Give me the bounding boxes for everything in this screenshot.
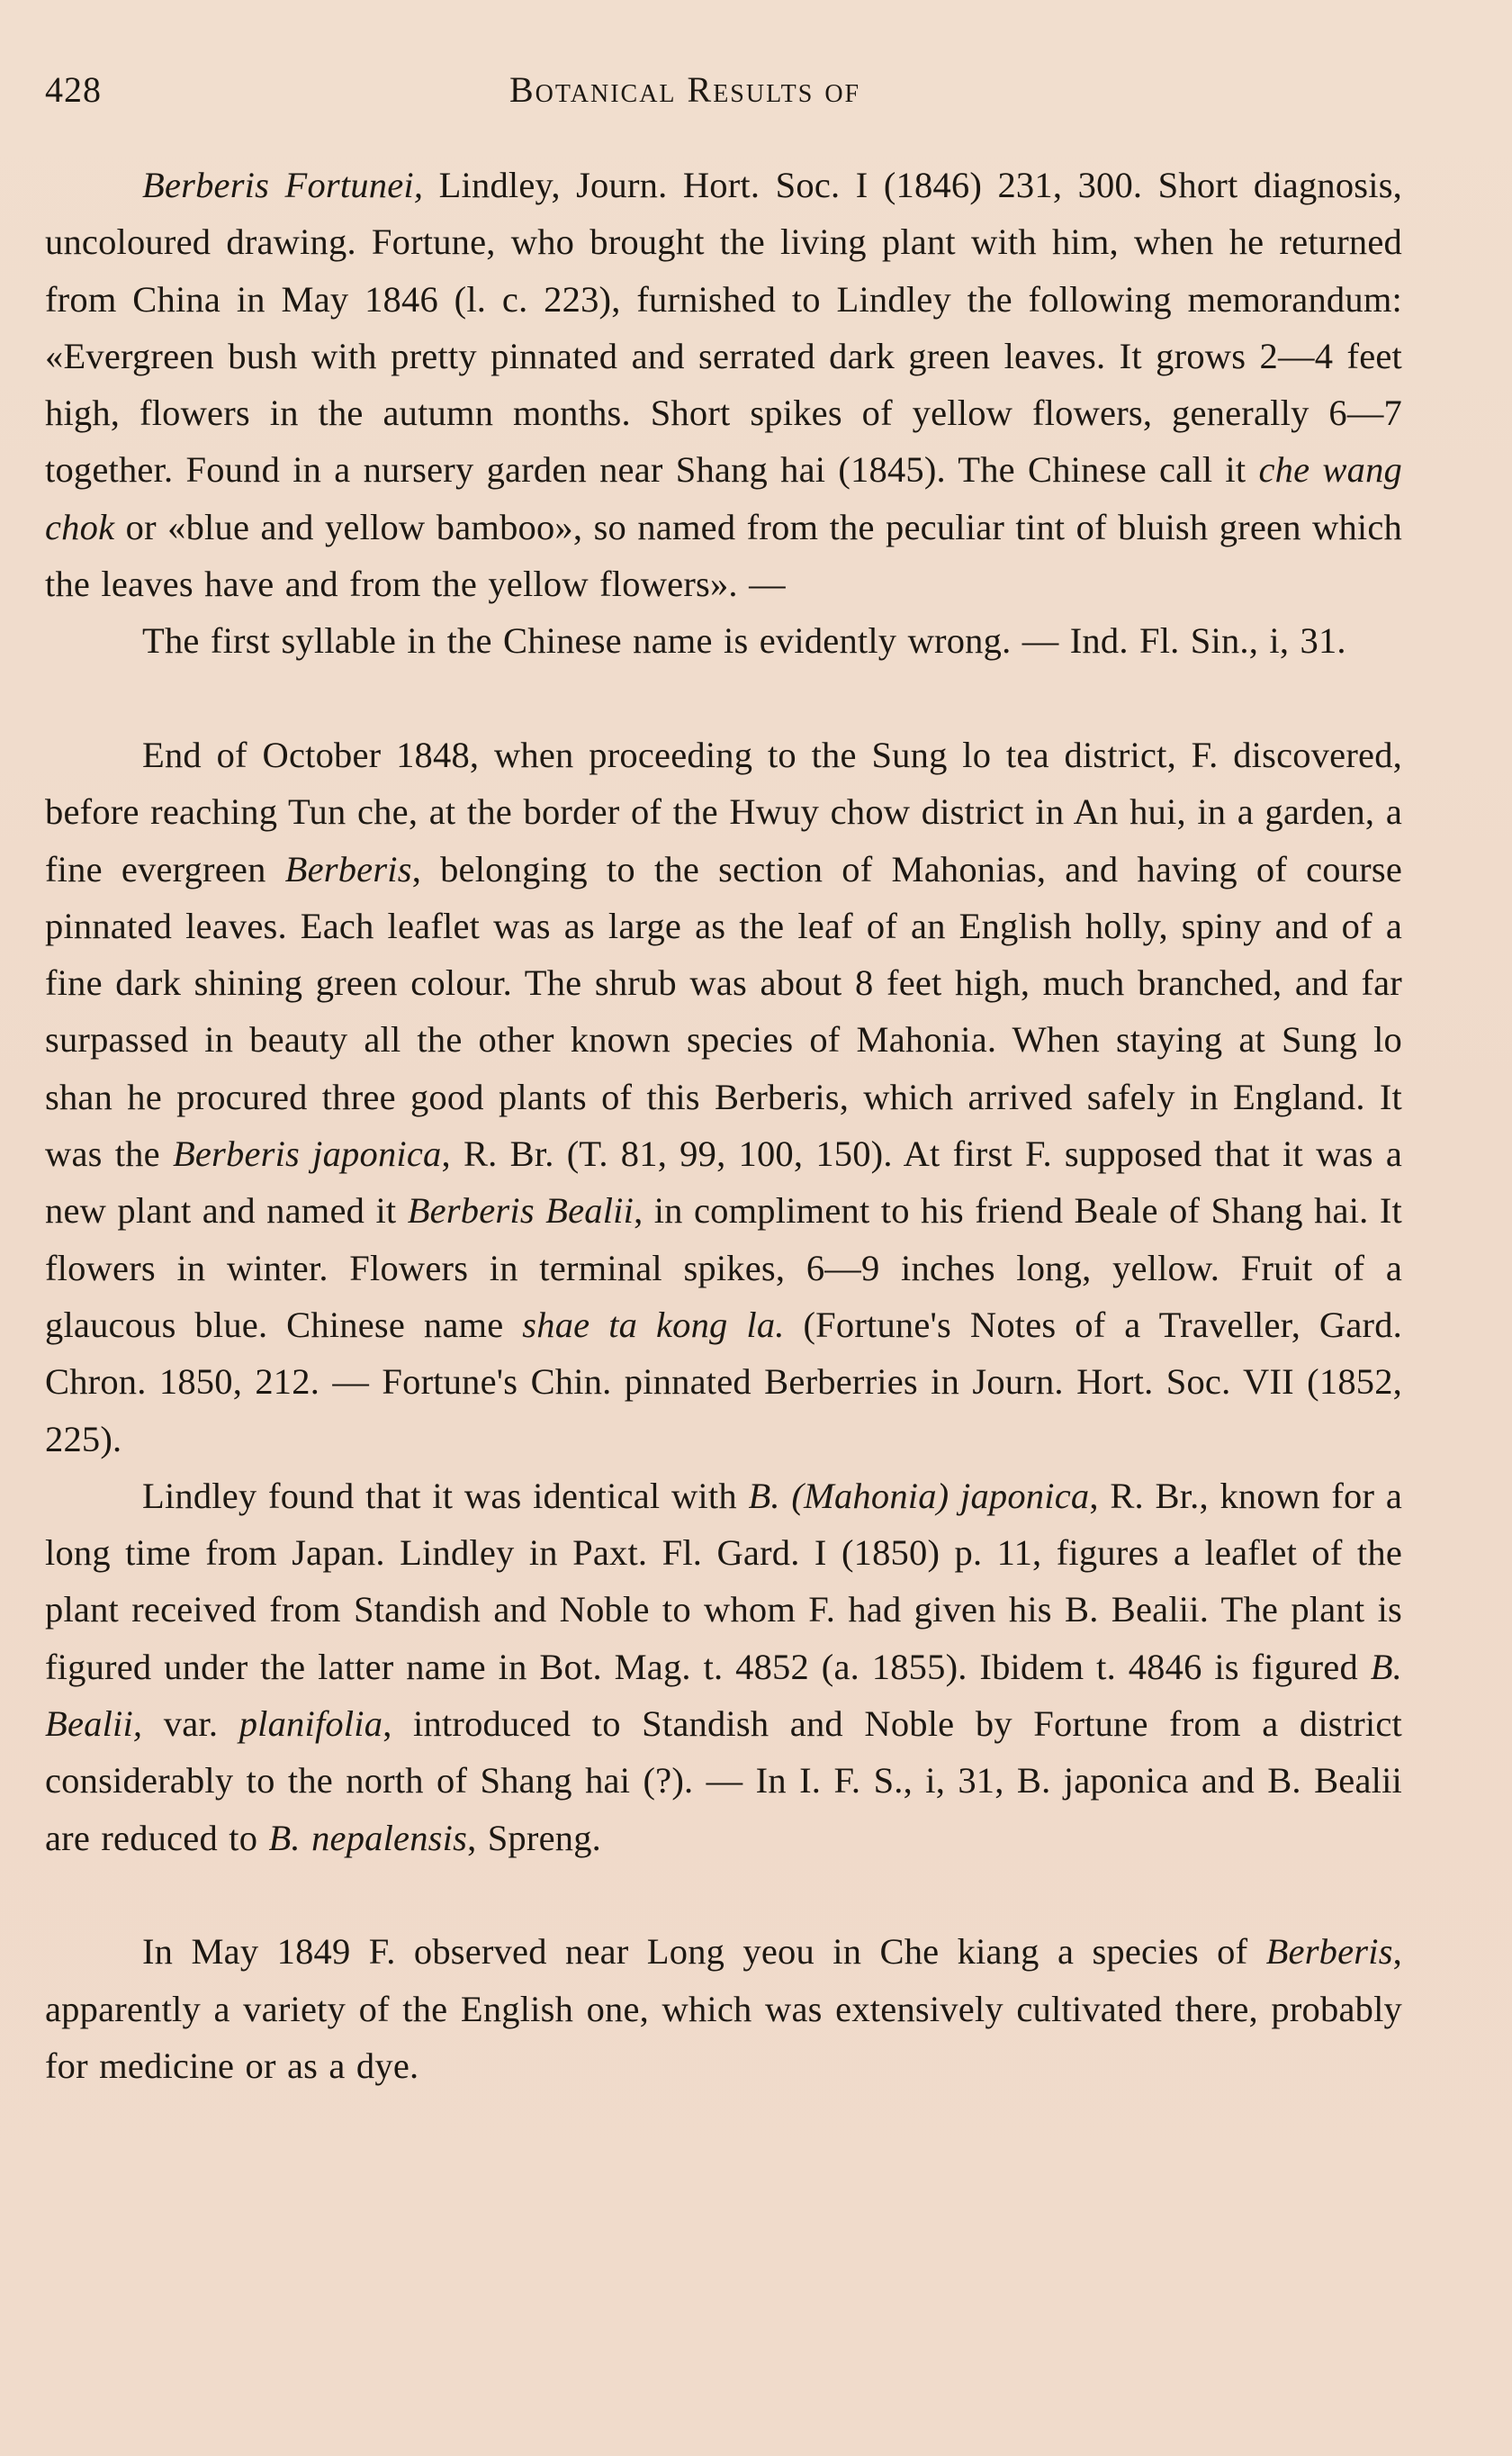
text-run: , belonging to the section of Mahonias, and having of course pinnated leaves. Each leaflet was as large as the leaf of an English holly, spiny and of a fine dark shining green colour. The shrub was about 8 feet high, much branched, and far surpassed in beauty all the other known species of Mahonia. When staying at Sung lo shan he procured three good plants of this Berberis, which arrived safely in England. It was the: [45, 848, 1402, 1175]
text-run: , R. Br., known for a long time from Japan. Lindley in Paxt. Fl. Gard. I (1850) p. 11, figures a leaflet of the plant received from Standish and Noble to whom F. had given his B. Bealii. The plant is figured under the latter name in Bot. Mag. t. 4852 (a. 1855). Ibidem t. 4846 is figured: [45, 1475, 1402, 1687]
running-title: Botanical Results of: [509, 69, 861, 110]
text-run: , introduced to Standish and Noble by Fortune from a district considerably to the north of Shang hai (?). — In I. F. S., i, 31, B. japonica and B. Bealii are reduced to: [45, 1703, 1402, 1858]
italic-text: Berberis: [284, 848, 412, 889]
body-text: [45, 157, 1402, 2094]
paragraph: [45, 157, 1402, 612]
text-run: Lindley, Journ. Hort. Soc. I (1846) 231, 300. Short diagnosis, uncoloured drawing. Fortune, who brought the living plant with him, when he returned from China in May 1846 (l. c. 223), furnished to Lindley the following memorandum: «Evergreen bush with pretty pinnated and serrated dark green leaves. It grows 2—4 feet high, flowers in the autumn months. Short spikes of yellow flowers, generally 6—7 together. Found in a nursery garden near Shang hai (1845). The Chinese call it: [45, 165, 1402, 491]
paragraph-gap: [45, 670, 1402, 727]
italic-text: B. Bealii,: [45, 1646, 1402, 1745]
text-run: or «blue and yellow bamboo», so named from the peculiar tint of bluish green which the leaves have and from the yellow flowers». —: [45, 506, 1402, 605]
italic-text: che wang chok: [45, 449, 1402, 547]
text-run: , apparently a variety of the English one, which was extensively cultivated there, probably for medicine or as a dye.: [45, 1931, 1402, 2086]
italic-text: B. (Mahonia) japonica: [748, 1475, 1090, 1516]
paragraph: [45, 727, 1402, 1467]
paragraph: [45, 612, 1402, 669]
italic-text: shae ta kong la.: [522, 1304, 785, 1345]
text-run: The first syllable in the Chinese name is evidently wrong. — Ind. Fl. Sin., i, 31.: [142, 620, 1346, 662]
text-run: (Fortune's Notes of a Traveller, Gard. Chron. 1850, 212. — Fortune's Chin. pinnated Berberries in Journ. Hort. Soc. VII (1852, 225).: [45, 1304, 1402, 1459]
text-run: End of October 1848, when proceeding to the Sung lo tea district, F. discovered, before reaching Tun che, at the border of the Hwuy chow district in An hui, in a garden, a fine evergreen: [45, 734, 1402, 889]
paragraph-gap: [45, 1866, 1402, 1923]
italic-text: Berberis: [1265, 1931, 1393, 1973]
paragraph: [45, 1923, 1402, 2094]
italic-text: planifolia: [238, 1703, 383, 1745]
italic-text: Berberis Fortunei,: [142, 165, 424, 205]
italic-text: B. nepalensis: [268, 1817, 468, 1858]
page-number: 428: [45, 69, 102, 110]
text-run: var.: [142, 1703, 239, 1745]
page-header: [45, 63, 1402, 117]
italic-text: Berberis japonica: [172, 1133, 442, 1175]
text-run: Lindley found that it was identical with: [142, 1475, 749, 1516]
paragraph: [45, 1467, 1402, 1866]
text-run: , R. Br. (T. 81, 99, 100, 150). At first F. supposed that it was a new plant and named it: [45, 1133, 1402, 1232]
italic-text: Berberis Bealii: [407, 1190, 634, 1232]
text-run: In May 1849 F. observed near Long yeou in Che kiang a species of: [142, 1931, 1266, 1973]
text-run: , Spreng.: [467, 1817, 601, 1858]
text-run: , in compliment to his friend Beale of Shang hai. It flowers in winter. Flowers in terminal spikes, 6—9 inches long, yellow. Fruit of a glaucous blue. Chinese name: [45, 1190, 1402, 1345]
